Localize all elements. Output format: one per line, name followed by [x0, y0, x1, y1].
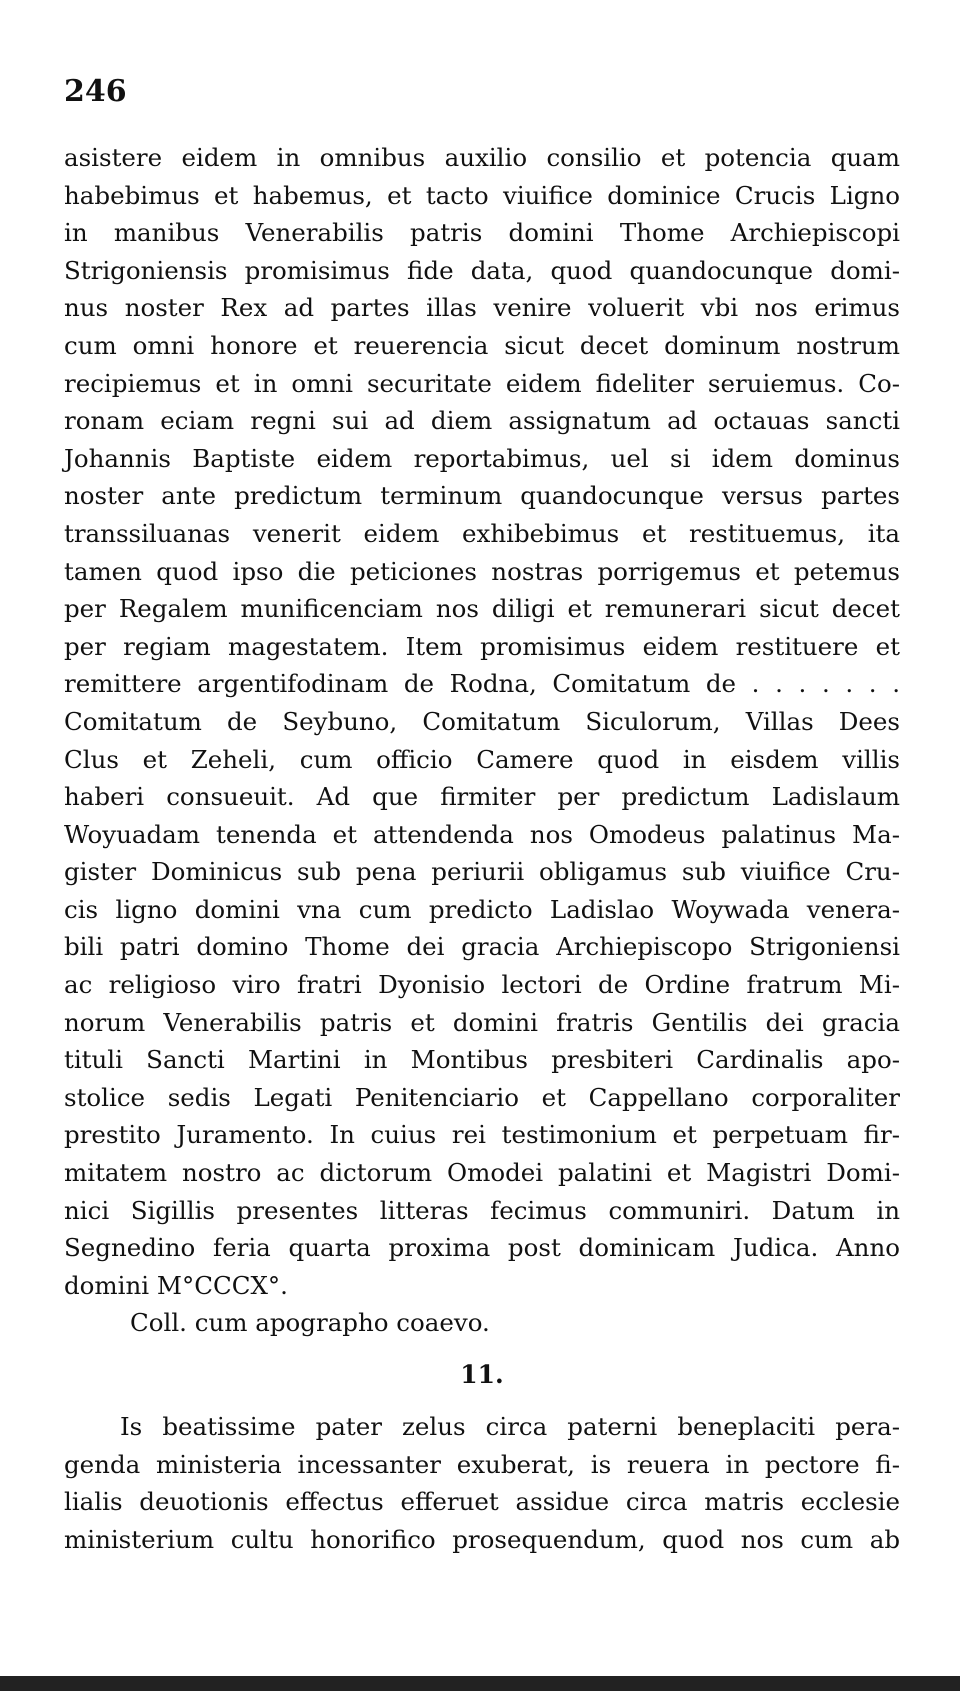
text-line: nus noster Rex ad partes illas venire voluerit vbi nos erimus: [64, 293, 900, 323]
text-line: transsiluanas venerit eidem exhibebimus et restituemus, ita: [64, 518, 900, 548]
text-line: tituli Sancti Martini in Montibus presbiteri Cardinalis apo-: [64, 1045, 900, 1075]
text-line: Is beatissime pater zelus circa paterni beneplaciti pera-: [120, 1412, 900, 1441]
text-line: noster ante predictum terminum quandocunque versus partes: [64, 481, 900, 511]
text-line: norum Venerabilis patris et domini fratris Gentilis dei gracia: [64, 1007, 900, 1037]
text-line: per Regalem munificenciam nos diligi et remunerari sicut decet: [64, 594, 900, 624]
page-number: 246: [64, 74, 127, 109]
text-line: tamen quod ipso die peticiones nostras porrigemus et petemus: [64, 556, 900, 586]
text-line: in manibus Venerabilis patris domini Thome Archiepiscopi: [64, 218, 900, 248]
text-line: Johannis Baptiste eidem reportabimus, uel si idem dominus: [64, 443, 900, 473]
book-page: [64, 75, 900, 1558]
text-line: domini M°CCCX°.: [64, 1270, 288, 1300]
text-line: genda ministeria incessanter exuberat, is reuera in pectore fi-: [64, 1449, 900, 1479]
charter-text-paragraph: [64, 139, 900, 1304]
text-line: gister Dominicus sub pena periurii obligamus sub viuifice Cru-: [64, 857, 900, 887]
text-line: recipiemus et in omni securitate eidem fideliter seruiemus. Co-: [64, 368, 900, 398]
text-line: Clus et Zeheli, cum officio Camere quod in eisdem villis: [64, 744, 900, 774]
text-line: ronam eciam regni sui ad diem assignatum ad octauas sancti: [64, 406, 900, 436]
text-line: Comitatum de Seybuno, Comitatum Siculorum, Villas Dees: [64, 706, 900, 736]
text-line: Woyuadam tenenda et attendenda nos Omodeus palatinus Ma-: [64, 819, 900, 849]
text-line: Strigoniensis promisimus fide data, quod quandocunque domi-: [64, 255, 900, 285]
text-line: cum omni honore et reuerencia sicut decet dominum nostrum: [64, 330, 900, 360]
text-line: Segnedino feria quarta proxima post dominicam Judica. Anno: [64, 1233, 900, 1263]
text-line: asistere eidem in omnibus auxilio consilio et potencia quam: [64, 143, 900, 172]
text-line: cis ligno domini vna cum predicto Ladislao Woywada venera-: [64, 894, 900, 924]
text-line: ac religioso viro fratri Dyonisio lectori de Ordine fratrum Mi-: [64, 970, 900, 1000]
text-line: ministerium cultu honorifico prosequendum, quod nos cum ab: [64, 1524, 900, 1554]
text-line: prestito Juramento. In cuius rei testimonium et perpetuam fir-: [64, 1120, 900, 1150]
text-line: stolice sedis Legati Penitenciario et Cappellano corporaliter: [64, 1082, 900, 1112]
page-bottom-edge: [0, 1676, 960, 1691]
text-line: mitatem nostro ac dictorum Omodei palatini et Magistri Domi-: [64, 1158, 900, 1188]
text-line: remittere argentifodinam de Rodna, Comitatum de . . . . . . .: [64, 669, 900, 699]
text-line: lialis deuotionis effectus efferuet assidue circa matris ecclesie: [64, 1487, 900, 1517]
source-note: Coll. cum apographo coaevo.: [130, 1308, 490, 1338]
text-line: per regiam magestatem. Item promisimus eidem restituere et: [64, 631, 900, 661]
text-line: bili patri domino Thome dei gracia Archiepiscopo Strigoniensi: [64, 932, 900, 962]
text-line: habebimus et habemus, et tacto viuifice dominice Crucis Ligno: [64, 180, 900, 210]
text-line: haberi consueuit. Ad que firmiter per predictum Ladislaum: [64, 782, 900, 812]
text-line: nici Sigillis presentes litteras fecimus communiri. Datum in: [64, 1195, 900, 1225]
document-number: 11.: [460, 1360, 504, 1389]
next-document-paragraph: [64, 1408, 900, 1558]
